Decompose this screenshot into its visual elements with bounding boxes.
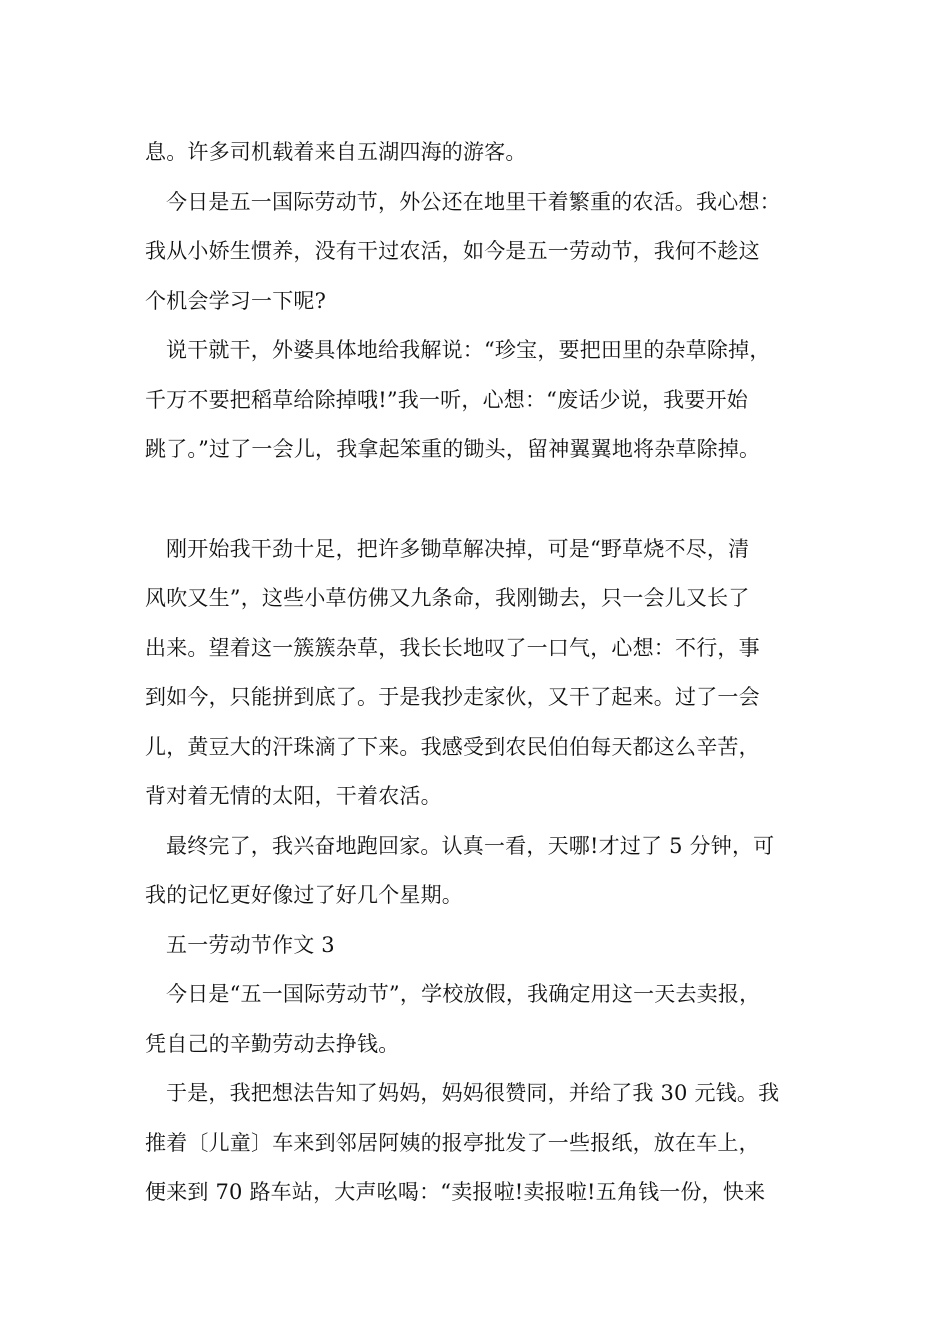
text-line: 凭自己的辛勤劳动去挣钱。 <box>145 1031 400 1056</box>
text-line: 跳了。”过了一会儿，我拿起笨重的锄头，留神翼翼地将杂草除掉。 <box>145 437 761 461</box>
paragraph-start-line: 刚开始我干劲十足，把许多锄草解决掉，可是“野草烧不尽，清 <box>166 536 750 561</box>
text-line: 儿，黄豆大的汗珠滴了下来。我感受到农民伯伯每天都这么辛苦， <box>145 734 760 759</box>
text-line: 背对着无情的太阳，干着农活。 <box>145 784 442 808</box>
text-line: 我从小娇生惯养，没有干过农活，如今是五一劳动节，我何不趁这 <box>145 239 760 263</box>
paragraph-spacer <box>145 475 825 525</box>
paragraph-start-line: 今日是五一国际劳动节，外公还在地里干着繁重的农活。我心想： <box>166 189 781 214</box>
text-line: 风吹又生”，这些小草仿佛又九条命，我刚锄去，只一会儿又长了 <box>145 586 750 610</box>
text-line: 出来。望着这一簇簇杂草，我长长地叹了一口气，心想：不行，事 <box>145 635 760 660</box>
paragraph-start-line: 今日是“五一国际劳动节”，学校放假，我确定用这一天去卖报， <box>166 982 761 1006</box>
paragraph-start-line: 于是，我把想法告知了妈妈，妈妈很赞同，并给了我 30 元钱。我 <box>166 1081 780 1105</box>
text-line: 我的记忆更好像过了好几个星期。 <box>145 883 463 907</box>
text-line: 千万不要把稻草给除掉哦!”我一听，心想：“废话少说，我要开始 <box>145 387 748 412</box>
paragraph-start-line: 说干就干，外婆具体地给我解说：“珍宝，要把田里的杂草除掉， <box>166 338 771 362</box>
text-line: 息。许多司机载着来自五湖四海的游客。 <box>145 140 527 164</box>
paragraph-start-line: 最终完了，我兴奋地跑回家。认真一看，天哪!才过了 5 分钟，可 <box>166 833 775 858</box>
section-heading: 五一劳动节作文 3 <box>166 932 335 957</box>
document-body <box>145 128 825 1218</box>
text-line: 便来到 70 路车站，大声吆喝：“卖报啦!卖报啦!五角钱一份，快来 <box>145 1180 766 1204</box>
text-line: 推着〔儿童〕车来到邻居阿姨的报亭批发了一些报纸，放在车上， <box>145 1130 760 1155</box>
text-line: 个机会学习一下呢? <box>145 288 327 313</box>
text-line: 到如今，只能拼到底了。于是我抄走家伙，又干了起来。过了一会 <box>145 685 760 709</box>
